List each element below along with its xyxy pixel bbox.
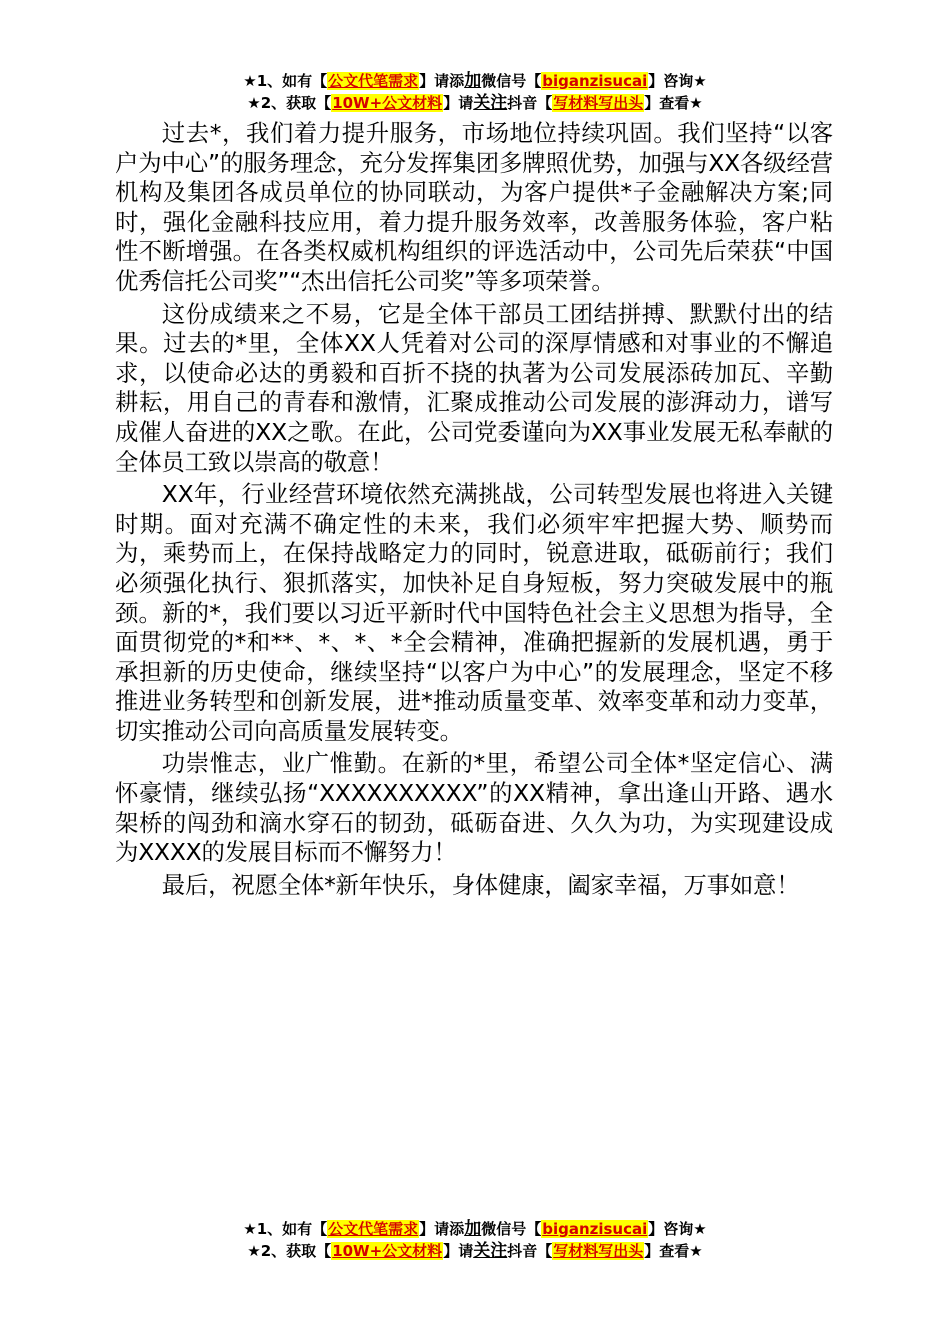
header-promo [0, 70, 950, 114]
promo-wechat-id: biganzisucai [542, 1220, 648, 1238]
promo-text: 】咨询★ [648, 1220, 707, 1238]
paragraph: XX年，行业经营环境依然充满挑战，公司转型发展也将进入关键时期。面对充满不确定性的未来，我们必须牢牢把握大势、顺势而为，乘势而上，在保持战略定力的同时，锐意进取，砥砺前行；我们必须强化执行、狠抓落实，加快补足自身短板，努力突破发展中的瓶颈。新的*，我们要以习近平新时代中国特色社会主义思想为指导，全面贯彻党的*和**、*、*、*全会精神，准确把握新的发展机遇，勇于承担新的历史使命，继续坚持“以客户为中心”的发展理念，坚定不移推进业务转型和创新发展，进*推动质量变革、效率变革和动力变革，切实推动公司向高质量发展转变。 [115, 480, 833, 745]
promo-text: 】请 [443, 1242, 474, 1260]
promo-text: 抖音【 [507, 1242, 553, 1260]
promo-emphasis: 加 [464, 1219, 482, 1239]
promo-douyin-id: 写材料写出头 [553, 94, 644, 112]
paragraph: 功崇惟志，业广惟勤。在新的*里，希望公司全体*坚定信心、满怀豪情，继续弘扬“XXXXXXXXXX”的XX精神，拿出逢山开路、遇水架桥的闯劲和滴水穿石的韧劲，砥砺奋进、久久为功，为实现建设成为XXXX的发展目标而不懈努力！ [115, 749, 833, 867]
promo-text: 微信号【 [481, 1220, 542, 1238]
paragraph: 最后，祝愿全体*新年快乐，身体健康，阖家幸福，万事如意！ [161, 870, 800, 899]
footer-promo [0, 1218, 950, 1262]
document-body [115, 119, 833, 903]
promo-line-1 [0, 1218, 950, 1240]
promo-text: 】查看★ [644, 1242, 703, 1260]
promo-text: 】请 [443, 94, 474, 112]
promo-text: ★1、如有【 [243, 72, 328, 90]
promo-highlight: 10W+公文材料 [332, 94, 443, 112]
promo-text: 】查看★ [644, 94, 703, 112]
promo-wechat-id: biganzisucai [542, 72, 648, 90]
promo-emphasis: 关注 [473, 93, 508, 113]
promo-highlight: 10W+公文材料 [332, 1242, 443, 1260]
promo-emphasis: 关注 [473, 1241, 508, 1261]
promo-text: ★2、获取【 [247, 94, 332, 112]
promo-text: 】请添 [419, 72, 465, 90]
promo-line-1 [0, 70, 950, 92]
paragraph: 过去*，我们着力提升服务，市场地位持续巩固。我们坚持“以客户为中心”的服务理念，充分发挥集团多牌照优势，加强与XX各级经营机构及集团各成员单位的协同联动，为客户提供*子金融解决方案;同时，强化金融科技应用，着力提升服务效率，改善服务体验，客户粘性不断增强。在各类权威机构组织的评选活动中，公司先后荣获“中国优秀信托公司奖”“杰出信托公司奖”等多项荣誉。 [115, 119, 833, 295]
promo-text: ★1、如有【 [243, 1220, 328, 1238]
promo-text: 抖音【 [507, 94, 553, 112]
promo-emphasis: 加 [464, 71, 482, 91]
promo-text: ★2、获取【 [247, 1242, 332, 1260]
promo-highlight: 公文代笔需求 [328, 72, 419, 90]
promo-text: 微信号【 [481, 72, 542, 90]
promo-line-2 [0, 92, 950, 114]
promo-text: 】请添 [419, 1220, 465, 1238]
paragraph: 这份成绩来之不易，它是全体干部员工团结拼搏、默默付出的结果。过去的*里，全体XX人凭着对公司的深厚情感和对事业的不懈追求，以使命必达的勇毅和百折不挠的执著为公司发展添砖加瓦、辛勤耕耘，用自己的青春和激情，汇聚成推动公司发展的澎湃动力，谱写成催人奋进的XX之歌。在此，公司党委谨向为XX事业发展无私奉献的全体员工致以崇高的敬意！ [115, 299, 833, 476]
promo-highlight: 公文代笔需求 [328, 1220, 419, 1238]
promo-douyin-id: 写材料写出头 [553, 1242, 644, 1260]
promo-line-2 [0, 1240, 950, 1262]
promo-text: 】咨询★ [648, 72, 707, 90]
